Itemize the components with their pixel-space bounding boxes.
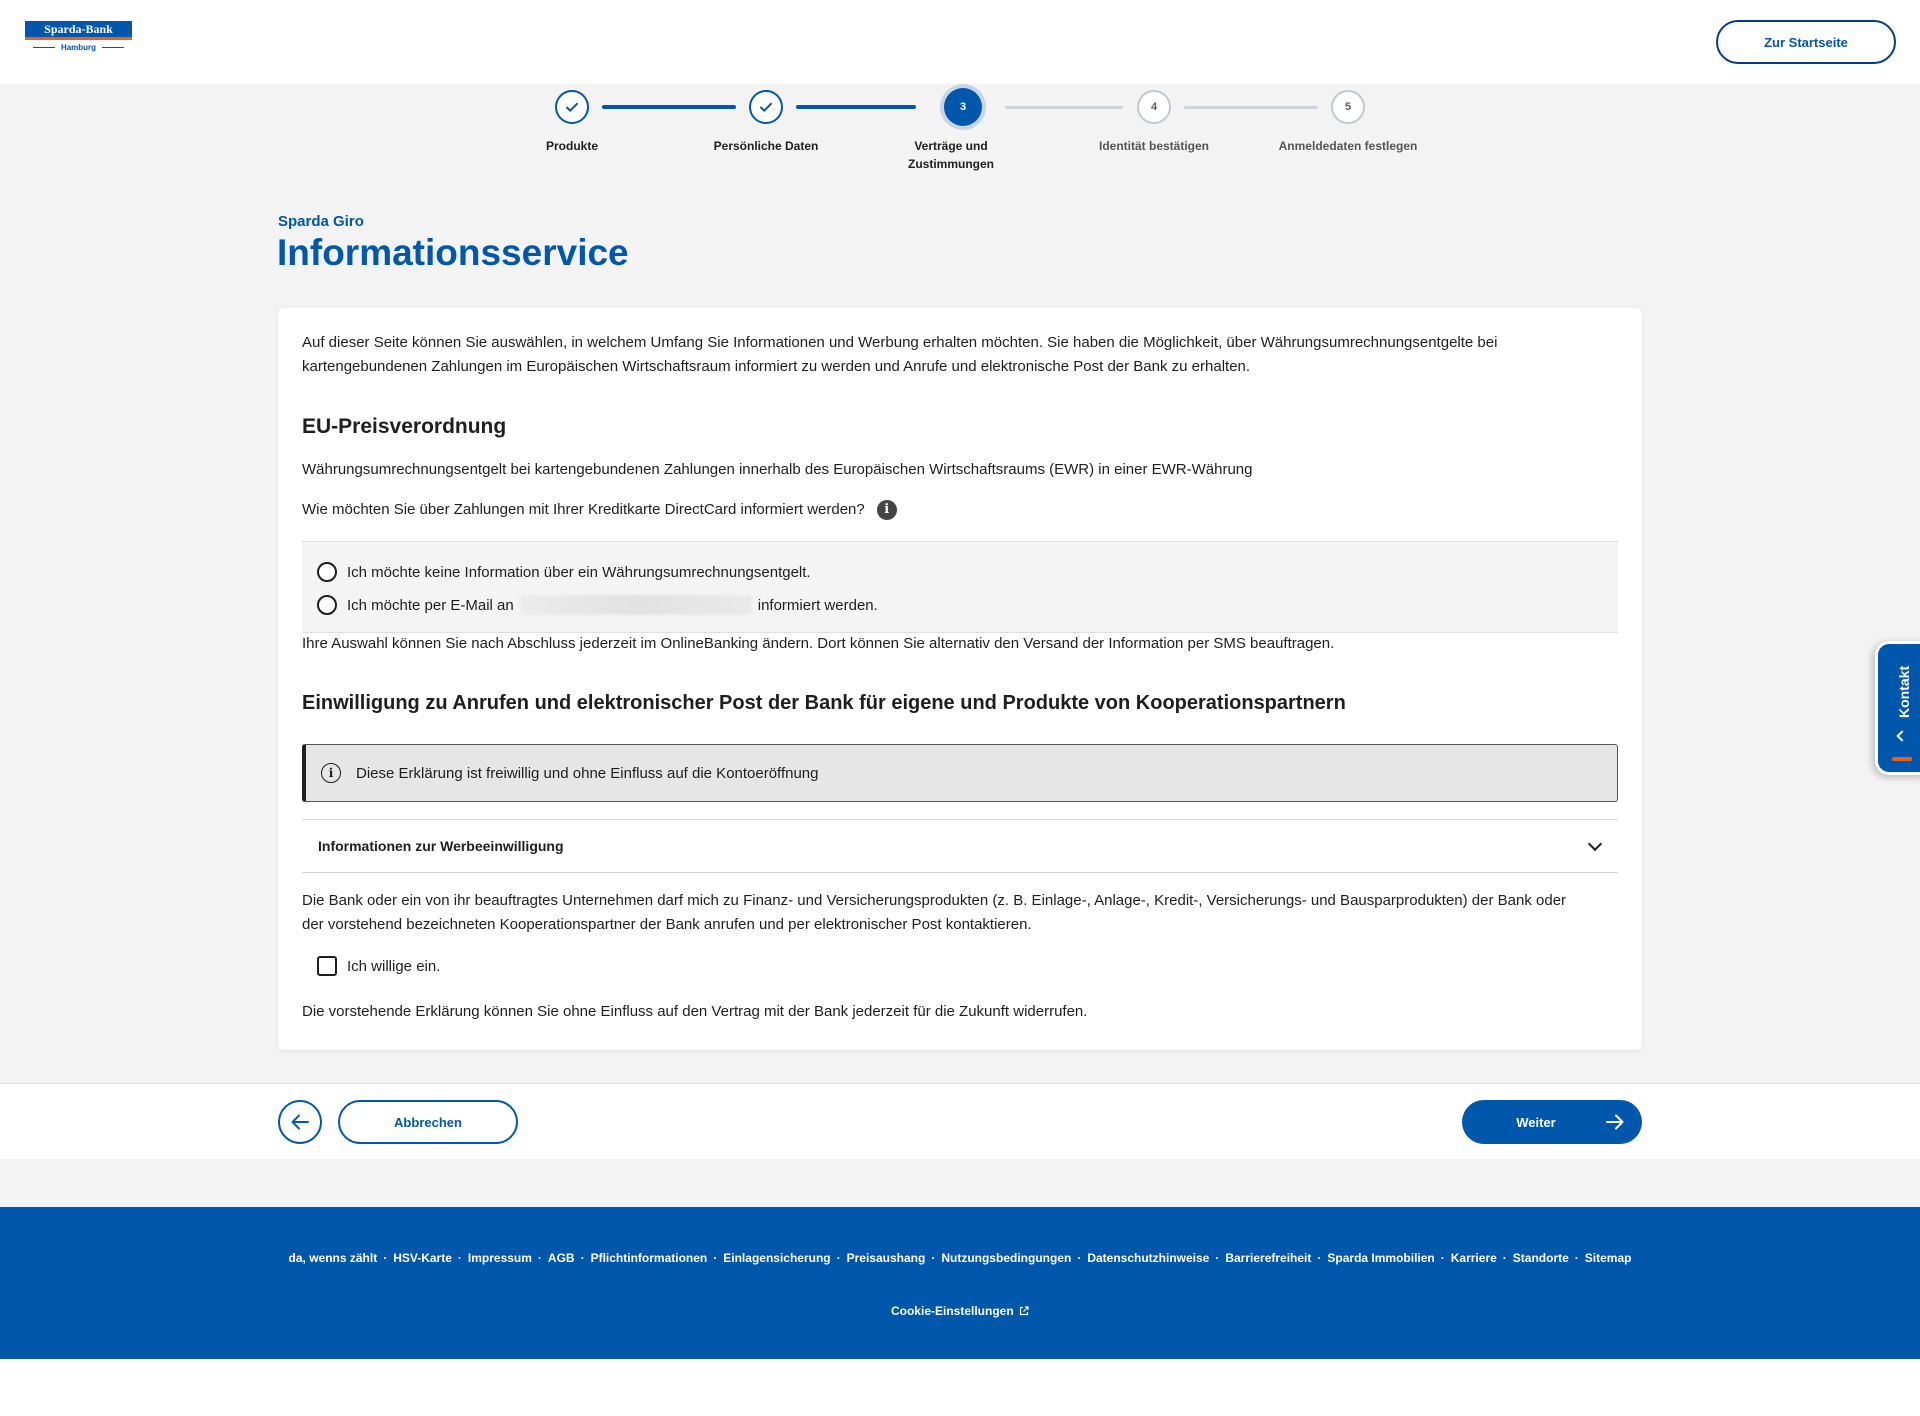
advertising-consent-accordion[interactable] — [302, 819, 1618, 873]
step-1-check-icon — [555, 90, 589, 124]
footer-links — [0, 1251, 1920, 1265]
revoke-text: Die vorstehende Erklärung können Sie ohne Einfluss auf den Vertrag mit der Bank jederzeit für die Zukunft widerrufen. — [302, 1003, 1088, 1020]
action-bar — [0, 1083, 1920, 1159]
footer-link[interactable]: Sitemap — [1584, 1251, 1632, 1265]
sparda-bank-logo[interactable] — [25, 21, 132, 54]
header — [0, 0, 1920, 84]
radio-no-information[interactable] — [317, 562, 811, 582]
step-1-label: Produkte — [545, 139, 598, 153]
footer-separator: · — [1317, 1251, 1322, 1265]
cancel-button[interactable]: Abbrechen — [338, 1100, 518, 1144]
cookie-settings-label: Cookie-Einstellungen — [890, 1304, 1014, 1318]
footer-separator: · — [580, 1251, 585, 1265]
intro-text-line-1: Auf dieser Seite können Sie auswählen, in welchem Umfang Sie Informationen und Werbung erhalten möchten. Sie haben die Möglichkeit, über Währungsumrechnungsentgelte bei — [302, 334, 1498, 351]
kontakt-accent-bar — [1892, 757, 1912, 761]
eu-question-text: Wie möchten Sie über Zahlungen mit Ihrer Kreditkarte DirectCard informiert werden? — [302, 501, 865, 518]
step-2-label: Persönliche Daten — [713, 139, 819, 153]
step-4-label: Identität bestätigen — [1098, 139, 1209, 153]
footer-link[interactable]: Pflichtinformationen — [590, 1251, 708, 1265]
footer-link[interactable]: Preisaushang — [846, 1251, 926, 1265]
next-button-label: Weiter — [1516, 1114, 1556, 1130]
footer-link[interactable]: Barrierefreiheit — [1225, 1251, 1312, 1265]
logo-region: Hamburg — [60, 42, 97, 52]
radio-button[interactable] — [317, 595, 337, 615]
radio-button[interactable] — [317, 562, 337, 582]
kontakt-tab[interactable] — [1875, 641, 1920, 775]
home-button[interactable]: Zur Startseite — [1716, 20, 1896, 64]
footer-link[interactable]: Datenschutzhinweise — [1087, 1251, 1210, 1265]
footer-link[interactable]: Impressum — [467, 1251, 532, 1265]
next-button[interactable] — [1462, 1100, 1642, 1144]
footer-separator: · — [1215, 1251, 1220, 1265]
footer-link[interactable]: Sparda Immobilien — [1327, 1251, 1435, 1265]
product-kicker: Sparda Giro — [278, 213, 364, 230]
step-connector — [1005, 106, 1123, 109]
eu-question — [302, 498, 897, 522]
footer-link[interactable]: HSV-Karte — [393, 1251, 452, 1265]
footer-link[interactable]: Karriere — [1450, 1251, 1497, 1265]
step-4-indicator: 4 — [1137, 90, 1171, 124]
step-5-label: Anmeldedaten festlegen — [1278, 139, 1418, 153]
radio-email-information[interactable] — [317, 595, 878, 615]
change-hint: Ihre Auswahl können Sie nach Abschluss jederzeit im OnlineBanking ändern. Dort können Sie alternativ den Versand der Information per SMS beauftragen. — [302, 635, 1335, 652]
step-3-indicator: 3 — [944, 88, 982, 126]
eu-description: Währungsumrechnungsentgelt bei kartengebundenen Zahlungen innerhalb des Europäischen Wirtschaftsraums (EWR) in einer EWR-Währung — [302, 461, 1253, 478]
eu-heading: EU-Preisverordnung — [302, 415, 507, 438]
notification-options — [302, 541, 1618, 633]
radio-option-2-suffix: informiert werden. — [757, 596, 878, 614]
chevron-left-icon — [1896, 730, 1907, 741]
consent-checkbox[interactable] — [317, 956, 337, 976]
accordion-label: Informationen zur Werbeeinwilligung — [318, 838, 564, 854]
back-button[interactable] — [278, 1100, 322, 1144]
step-connector — [1184, 106, 1318, 109]
footer-link[interactable]: Einlagensicherung — [723, 1251, 831, 1265]
step-connector — [796, 105, 916, 109]
consent-heading: Einwilligung zu Anrufen und elektronischer Post der Bank für eigene und Produkte von Kooperationspartnern — [302, 692, 1346, 714]
footer-separator: · — [383, 1251, 388, 1265]
radio-option-2-prefix: Ich möchte per E-Mail an — [347, 596, 514, 614]
logo-wordmark: Sparda-Bank — [25, 21, 132, 40]
info-circle-icon: i — [321, 763, 341, 783]
footer-link[interactable]: Nutzungsbedingungen — [941, 1251, 1072, 1265]
step-5-indicator: 5 — [1331, 90, 1365, 124]
footer-separator: · — [713, 1251, 718, 1265]
footer-link[interactable]: da, wenns zählt — [288, 1251, 378, 1265]
step-2-check-icon — [749, 90, 783, 124]
radio-option-1-label: Ich möchte keine Information über ein Währungsumrechnungsentgelt. — [347, 563, 811, 581]
info-icon[interactable]: i — [877, 500, 897, 520]
footer-spacer — [0, 1159, 1920, 1207]
footer-link[interactable]: Standorte — [1512, 1251, 1569, 1265]
consent-text-line-1: Die Bank oder ein von ihr beauftragtes Unternehmen darf mich zu Finanz- und Versicherungsprodukten (z. B. Einlage-, Anlage-, Kredit-, Versicherungs- und Bausparprodukten) der Bank oder — [302, 892, 1567, 909]
arrow-left-icon — [289, 1111, 311, 1133]
arrow-right-icon — [1604, 1111, 1626, 1133]
chevron-down-icon — [1588, 837, 1602, 851]
footer-separator: · — [1502, 1251, 1507, 1265]
footer — [0, 1207, 1920, 1359]
form-card — [278, 308, 1642, 1050]
step-connector — [602, 105, 736, 109]
consent-checkbox-row[interactable] — [317, 956, 440, 976]
footer-link[interactable]: AGB — [547, 1251, 575, 1265]
redacted-email — [520, 595, 752, 615]
footer-separator: · — [537, 1251, 542, 1265]
footer-separator: · — [1574, 1251, 1579, 1265]
consent-checkbox-label: Ich willige ein. — [347, 957, 441, 975]
footer-separator: · — [457, 1251, 462, 1265]
footer-separator: · — [836, 1251, 841, 1265]
consent-text-line-2: der vorstehend bezeichneten Kooperationspartner der Bank anrufen und per elektronischer Post kontaktieren. — [302, 916, 1032, 933]
footer-separator: · — [1077, 1251, 1082, 1265]
footer-separator: · — [1440, 1251, 1445, 1265]
step-3-label: Verträge und Zustimmungen — [908, 139, 994, 171]
external-link-icon — [1019, 1306, 1029, 1316]
cookie-settings-link[interactable] — [0, 1304, 1920, 1318]
footer-separator: · — [931, 1251, 936, 1265]
notice-text: Diese Erklärung ist freiwillig und ohne Einfluss auf die Kontoeröffnung — [356, 764, 819, 782]
intro-text-line-2: kartengebundenen Zahlungen im Europäischen Wirtschaftsraum informiert zu werden und Anrufe und elektronische Post der Bank zu erhalten. — [302, 358, 1251, 375]
voluntary-notice — [302, 744, 1618, 802]
page-title: Informationsservice — [277, 232, 629, 273]
kontakt-label: Kontakt — [1896, 665, 1912, 718]
